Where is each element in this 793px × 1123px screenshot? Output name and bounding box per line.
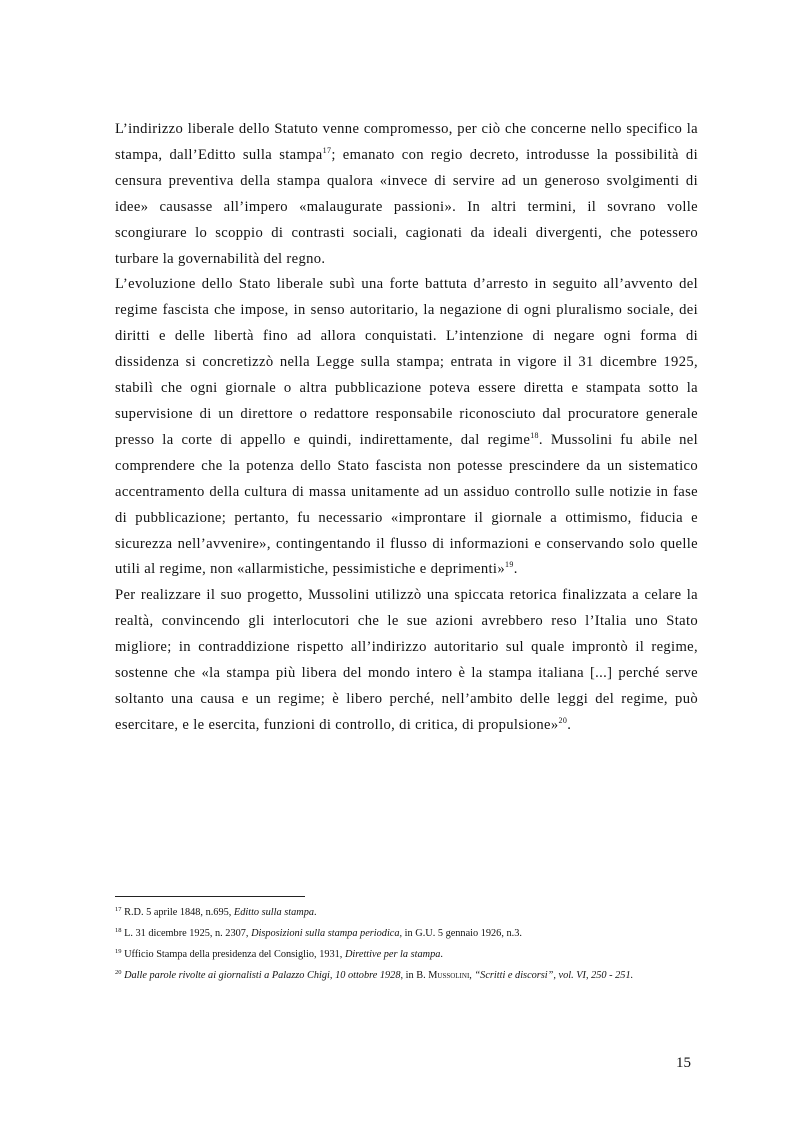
page-number: 15 [676,1055,691,1071]
footnote-text: . [440,949,443,960]
footnote-title: Disposizioni sulla stampa periodica, [251,928,403,939]
footnote-ref-19[interactable]: 19 [505,560,514,570]
footnote-text: in G.U. 5 gennaio 1926, n.3. [402,928,522,939]
footnote-ref-18[interactable]: 18 [530,430,539,440]
footnote-text: L. 31 dicembre 1925, n. 2307, [124,928,252,939]
text-run: . [567,716,572,733]
footnote-18 [115,926,698,941]
footnote-title: Direttive per la stampa [344,949,441,960]
paragraph-2 [115,272,698,583]
text-run: . Mussolini fu abile nel comprendere che la potenza dello Stato fascista non potesse prescindere da un sistematico accentramento della cultura di massa unitamente ad un assiduo controllo sulle notizie in fase di pubblicazione; pertanto, fu necessario «improntare il giornale a ottimismo, fiducia e sicurezza nell’avvenire», contingentando il flusso di informazioni e conservando solo quelle utili al regime, non «allarmistiche, pessimistiche e deprimenti» [115,431,698,578]
footnote-20 [115,968,698,983]
footnote-text: . [314,907,317,918]
footnote-text: , [469,970,475,981]
footnote-number: 18 [115,927,122,934]
text-run: ; emanato con regio decreto, introdusse la possibilità di censura preventiva della stampa qualora «invece di servire ad un generoso svolgimenti di idee» causasse all’impero «malaugurate passioni». In altri termini, il sovrano volle scongiurare lo scoppio di contrasti sociali, cagionati da ideali divergenti, che potessero turbare la governabilità del regno. [115,146,698,267]
footnotes [115,905,698,989]
text-run: Per realizzare il suo progetto, Mussolini utilizzò una spiccata retorica finalizzata a celare la realtà, convincendo gli interlocutori che le sue azioni avrebbero reso l’Italia uno Stato migliore; in contraddizione rispetto all’indirizzo autoritario sul quale improntò il regime, sostenne che «la stampa più libera del mondo intero è la stampa italiana [...] perché serve soltanto una causa e un regime; è libero perché, nell’ambito delle leggi del regime, può esercitare, e le esercita, funzioni di controllo, di critica, di propulsione» [115,587,698,733]
footnote-19 [115,947,698,962]
text-run: L’indirizzo liberale dello Statuto venne compromesso, per ciò che concerne nello specifico la stampa, dall’Editto sulla stampa [115,121,698,163]
body-text [115,117,698,739]
footnote-text: , in B. [400,970,429,981]
text-run: . [513,561,518,578]
footnote-ref-17[interactable]: 17 [322,145,332,155]
paragraph-1 [115,117,698,272]
footnote-number: 19 [115,948,122,955]
footnote-text: Ufficio Stampa della presidenza del Consiglio, 1931, [124,949,345,960]
text-run: L’evoluzione dello Stato liberale subì una forte battuta d’arresto in seguito all’avvento del regime fascista che impose, in senso autoritario, la negazione di ogni pluralismo sociale, dei diritti e delle libertà fino ad allora conquistati. L’intenzione di negare ogni forma di dissidenza si concretizzò nella Legge sulla stampa; entrata in vigore il 31 dicembre 1925, stabilì che ogni giornale o altra pubblicazione poteva essere diretta e stampata sotto la supervisione di un direttore o redattore responsabile riconosciuto dal procuratore generale presso la corte di appello e quindi, indirettamente, dal regime [115,276,698,448]
footnote-17 [115,905,698,920]
footnote-separator [115,896,305,897]
paragraph-3 [115,583,698,738]
footnote-author: Mussolini [428,970,470,981]
footnote-title: Editto sulla stampa [233,907,314,918]
footnote-number: 20 [115,969,122,976]
footnote-ref-20[interactable]: 20 [558,715,568,725]
footnote-title: Dalle parole rivolte ai giornalisti a Palazzo Chigi, 10 ottobre 1928 [124,970,401,981]
footnote-title: “Scritti e discorsi”, vol. VI, 250 - 251. [474,970,634,981]
footnote-number: 17 [115,906,122,913]
footnote-text: R.D. 5 aprile 1848, n.695, [124,907,234,918]
